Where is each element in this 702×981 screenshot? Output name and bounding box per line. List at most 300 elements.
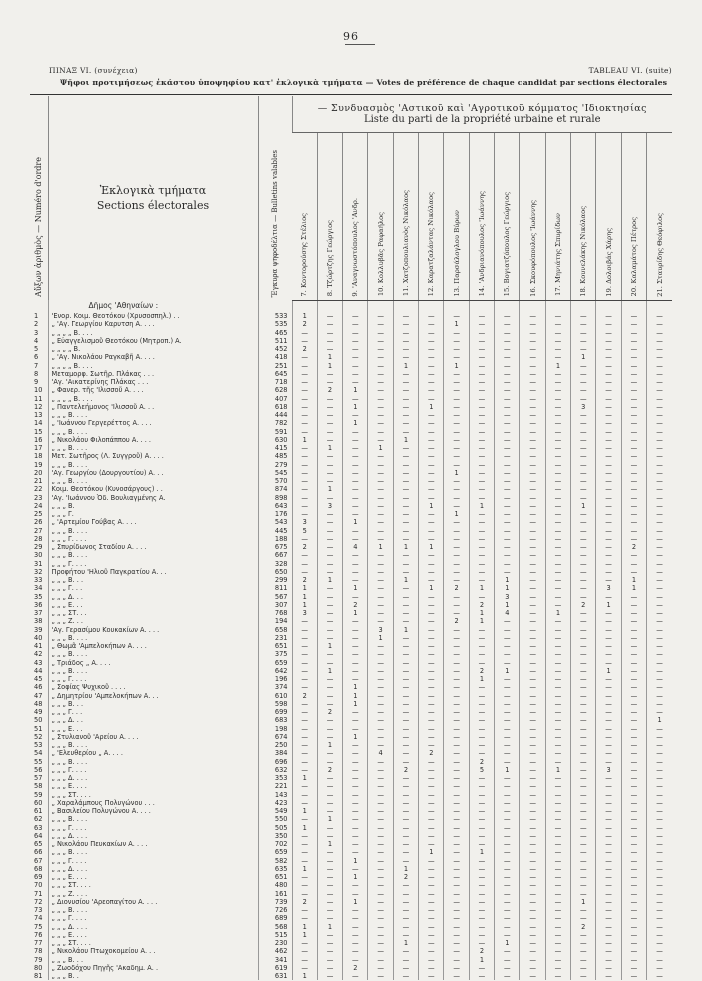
vote-cell: — (444, 494, 469, 502)
vote-cell: — (571, 857, 596, 865)
vote-cell: — (292, 881, 317, 889)
vote-cell: — (621, 634, 646, 642)
vote-cell: — (292, 716, 317, 724)
vote-cell: 1 (292, 312, 317, 320)
vote-cell: — (317, 799, 342, 807)
table-row (30, 593, 672, 601)
vote-cell: — (621, 675, 646, 683)
vote-cell: — (571, 939, 596, 947)
vote-cell: — (292, 419, 317, 427)
vote-cell: — (495, 741, 520, 749)
empty-cell (368, 300, 393, 312)
vote-cell: — (393, 667, 418, 675)
vote-cell: — (621, 626, 646, 634)
vote-cell: — (621, 700, 646, 708)
vote-cell: — (520, 543, 545, 551)
valid-ballots: 505 (258, 824, 292, 832)
vote-cell: — (520, 749, 545, 757)
table-row (30, 403, 672, 411)
vote-cell: — (545, 774, 570, 782)
vote-cell: — (621, 477, 646, 485)
table-subtitle: Ψῆφοι προτιμήσεως ἑκάστου ὑποψηφίου κατ' ἐκλογικὰ τμήματα — Votes de préférence de chaque candidat par sections électorales (60, 78, 668, 87)
vote-cell: — (647, 634, 672, 642)
vote-cell: — (647, 865, 672, 873)
vote-cell: — (343, 568, 368, 576)
vote-cell: — (571, 832, 596, 840)
vote-cell: 1 (419, 584, 444, 592)
vote-cell: — (571, 395, 596, 403)
vote-cell: 1 (292, 774, 317, 782)
vote-cell: — (647, 502, 672, 510)
vote-cell: — (621, 353, 646, 361)
vote-cell: 1 (469, 617, 494, 625)
vote-cell: — (647, 370, 672, 378)
vote-cell: — (393, 832, 418, 840)
vote-cell: 2 (621, 543, 646, 551)
vote-cell: — (571, 345, 596, 353)
vote-cell: — (292, 799, 317, 807)
vote-cell: — (571, 320, 596, 328)
vote-cell: — (419, 708, 444, 716)
row-number: 71 (34, 889, 43, 898)
vote-cell: — (495, 774, 520, 782)
row-number: 17 (34, 444, 43, 452)
vote-cell: — (571, 782, 596, 790)
vote-cell: — (520, 477, 545, 485)
vote-cell: — (317, 881, 342, 889)
vote-cell: — (596, 395, 621, 403)
vote-cell: — (317, 345, 342, 353)
valid-ballots: 628 (258, 386, 292, 394)
vote-cell: — (469, 824, 494, 832)
vote-cell: — (621, 378, 646, 386)
vote-cell: — (419, 923, 444, 931)
sections-header-french: Sections électorales (96, 199, 210, 212)
vote-cell: — (419, 807, 444, 815)
vote-cell: — (368, 898, 393, 906)
vote-cell: 1 (292, 584, 317, 592)
vote-cell: — (495, 551, 520, 559)
vote-cell: 1 (343, 386, 368, 394)
vote-cell: — (621, 436, 646, 444)
vote-cell: — (419, 692, 444, 700)
vote-cell: — (520, 725, 545, 733)
vote-cell: — (444, 758, 469, 766)
vote-cell: — (419, 436, 444, 444)
vote-cell: — (444, 791, 469, 799)
vote-cell: — (596, 683, 621, 691)
section-name: „ „ „ Γ. . . . (48, 675, 258, 683)
vote-cell: 1 (596, 601, 621, 609)
vote-cell: — (317, 774, 342, 782)
vote-cell: — (469, 865, 494, 873)
vote-cell: — (647, 345, 672, 353)
vote-cell: — (368, 436, 393, 444)
vote-cell: — (368, 725, 393, 733)
vote-cell: — (621, 659, 646, 667)
vote-cell: — (495, 725, 520, 733)
table-row (30, 329, 672, 337)
vote-cell: — (495, 312, 520, 320)
vote-cell: — (596, 535, 621, 543)
vote-cell: — (571, 931, 596, 939)
vote-cell: — (571, 791, 596, 799)
valid-ballots: 591 (258, 428, 292, 436)
vote-cell: 1 (343, 857, 368, 865)
vote-cell: — (495, 568, 520, 576)
vote-cell: — (469, 527, 494, 535)
table-row (30, 452, 672, 460)
vote-cell: — (495, 791, 520, 799)
vote-cell: — (545, 725, 570, 733)
section-name: „ „ „ Β. . . . (48, 461, 258, 469)
table-row (30, 485, 672, 493)
valid-ballots: 811 (258, 584, 292, 592)
table-row (30, 758, 672, 766)
valid-ballots: 545 (258, 469, 292, 477)
vote-cell: — (545, 551, 570, 559)
vote-cell: 1 (393, 436, 418, 444)
vote-cell: — (368, 733, 393, 741)
valid-ballots: 485 (258, 452, 292, 460)
section-name: „ „ „ Γ. (48, 510, 258, 518)
vote-cell: — (343, 667, 368, 675)
valid-ballots: 702 (258, 840, 292, 848)
section-name: „ „ „ Γ. . . (48, 708, 258, 716)
vote-cell: — (292, 634, 317, 642)
vote-cell: — (545, 502, 570, 510)
vote-cell: — (469, 386, 494, 394)
vote-cell: — (596, 609, 621, 617)
vote-cell: — (317, 749, 342, 757)
vote-cell: — (621, 329, 646, 337)
vote-cell: — (343, 766, 368, 774)
vote-cell: — (444, 832, 469, 840)
vote-cell: — (317, 518, 342, 526)
vote-cell: — (520, 444, 545, 452)
section-name: „ „ „ Β. . . . (48, 444, 258, 452)
vote-cell: — (393, 353, 418, 361)
candidate-header: 10. Κολλυβᾶς Ραφαήλος (368, 132, 393, 300)
vote-cell: — (520, 601, 545, 609)
vote-cell: — (317, 560, 342, 568)
vote-cell: — (292, 667, 317, 675)
vote-cell: — (647, 700, 672, 708)
vote-cell: — (419, 601, 444, 609)
vote-cell: — (545, 329, 570, 337)
vote-cell: — (495, 411, 520, 419)
vote-cell: — (469, 725, 494, 733)
vote-cell: — (368, 485, 393, 493)
vote-cell: — (495, 378, 520, 386)
vote-cell: — (444, 923, 469, 931)
vote-cell: — (444, 444, 469, 452)
vote-cell: — (520, 923, 545, 931)
vote-cell: — (419, 799, 444, 807)
vote-cell: — (647, 857, 672, 865)
vote-cell: — (621, 692, 646, 700)
vote-cell: — (647, 551, 672, 559)
vote-cell: — (545, 634, 570, 642)
vote-cell: — (596, 593, 621, 601)
party-header (292, 96, 672, 132)
vote-cell: — (469, 972, 494, 980)
vote-cell: — (419, 312, 444, 320)
vote-cell: — (545, 815, 570, 823)
vote-cell: — (444, 477, 469, 485)
valid-ballots: 643 (258, 502, 292, 510)
vote-cell: — (292, 947, 317, 955)
valid-ballots: 418 (258, 353, 292, 361)
row-number: 18 (34, 452, 43, 461)
row-number: 12 (34, 402, 43, 411)
vote-cell: — (545, 890, 570, 898)
row-number: 20 (34, 468, 43, 477)
vote-cell: — (520, 428, 545, 436)
vote-cell: — (596, 956, 621, 964)
valid-ballots: 683 (258, 716, 292, 724)
vote-cell: 1 (368, 444, 393, 452)
vote-cell: — (647, 353, 672, 361)
candidate-header: 21. Σταυρίδης Θεόφιλος (647, 132, 672, 300)
vote-cell: — (419, 898, 444, 906)
table-row (30, 543, 672, 551)
vote-cell: — (621, 461, 646, 469)
vote-cell: — (596, 551, 621, 559)
vote-cell: — (596, 485, 621, 493)
vote-cell: — (444, 766, 469, 774)
row-number: 36 (34, 600, 43, 609)
vote-cell: — (647, 378, 672, 386)
vote-cell: — (419, 972, 444, 980)
vote-cell: — (292, 403, 317, 411)
vote-cell: — (495, 386, 520, 394)
vote-cell: 1 (571, 898, 596, 906)
table-row (30, 395, 672, 403)
vote-cell: — (545, 576, 570, 584)
vote-cell: — (317, 824, 342, 832)
vote-cell: — (419, 931, 444, 939)
vote-cell: — (621, 857, 646, 865)
vote-cell: — (393, 337, 418, 345)
vote-cell: — (545, 337, 570, 345)
vote-cell: — (596, 741, 621, 749)
vote-cell: — (444, 329, 469, 337)
vote-cell: — (545, 601, 570, 609)
vote-cell: — (343, 799, 368, 807)
vote-cell: — (368, 386, 393, 394)
vote-cell: — (343, 824, 368, 832)
vote-cell: — (621, 535, 646, 543)
vote-cell: — (393, 477, 418, 485)
vote-cell: — (621, 906, 646, 914)
vote-cell: — (393, 617, 418, 625)
vote-cell: — (343, 551, 368, 559)
vote-cell: — (368, 807, 393, 815)
vote-cell: — (495, 502, 520, 510)
vote-cell: — (545, 923, 570, 931)
vote-cell: — (292, 535, 317, 543)
vote-cell: — (545, 881, 570, 889)
candidate-header: 17. Μηνιάτης Σπυρίδων (545, 132, 570, 300)
vote-cell: — (343, 840, 368, 848)
vote-cell: — (647, 923, 672, 931)
row-number: 16 (34, 435, 43, 444)
vote-cell: — (469, 568, 494, 576)
vote-cell: — (571, 535, 596, 543)
vote-cell: — (520, 716, 545, 724)
vote-cell: — (444, 411, 469, 419)
vote-cell: — (444, 667, 469, 675)
vote-cell: — (495, 436, 520, 444)
vote-cell: — (596, 650, 621, 658)
vote-cell: — (647, 692, 672, 700)
row-number: 31 (34, 559, 43, 568)
vote-cell: — (545, 733, 570, 741)
vote-cell: — (596, 692, 621, 700)
vote-cell: — (545, 444, 570, 452)
valid-ballots: 452 (258, 345, 292, 353)
section-name: „ Δημητρίου 'Αμπελοκήπων Α. . . (48, 692, 258, 700)
section-name: „ „ „ Β. . . . (48, 758, 258, 766)
section-name: „ „ „ ΣΤ. . . . (48, 939, 258, 947)
vote-cell: — (621, 337, 646, 345)
vote-cell: — (621, 947, 646, 955)
row-number: 9 (34, 378, 39, 386)
vote-cell: — (292, 758, 317, 766)
table-row (30, 551, 672, 559)
vote-cell: — (495, 749, 520, 757)
vote-cell: — (317, 626, 342, 634)
vote-cell: — (495, 477, 520, 485)
vote-cell: — (419, 725, 444, 733)
vote-cell: — (520, 461, 545, 469)
row-number: 62 (34, 815, 43, 824)
valid-ballots: 328 (258, 560, 292, 568)
vote-cell: — (393, 659, 418, 667)
vote-cell: — (647, 766, 672, 774)
vote-cell: — (520, 766, 545, 774)
vote-cell: — (545, 560, 570, 568)
vote-cell: — (647, 510, 672, 518)
vote-cell: — (469, 659, 494, 667)
vote-cell: — (317, 337, 342, 345)
vote-cell: — (469, 873, 494, 881)
vote-cell: — (317, 683, 342, 691)
vote-cell: — (343, 370, 368, 378)
vote-cell: — (368, 840, 393, 848)
vote-cell: — (647, 444, 672, 452)
vote-cell: — (419, 485, 444, 493)
row-number: 72 (34, 897, 43, 906)
vote-cell: — (393, 419, 418, 427)
vote-cell: — (621, 716, 646, 724)
vote-cell: 2 (419, 749, 444, 757)
vote-cell: — (368, 535, 393, 543)
vote-cell: — (317, 461, 342, 469)
vote-cell: 1 (343, 873, 368, 881)
vote-cell: — (317, 419, 342, 427)
vote-cell: — (393, 857, 418, 865)
vote-cell: — (469, 733, 494, 741)
section-name: „ „ „ Β. . . . (48, 650, 258, 658)
vote-cell: — (317, 914, 342, 922)
vote-cell: — (317, 873, 342, 881)
valid-ballots: 279 (258, 461, 292, 469)
vote-cell: — (368, 378, 393, 386)
vote-cell: — (545, 428, 570, 436)
vote-cell: — (444, 675, 469, 683)
table-row (30, 634, 672, 642)
vote-cell: — (647, 881, 672, 889)
vote-cell: — (292, 329, 317, 337)
vote-cell: 1 (317, 353, 342, 361)
vote-cell: — (317, 964, 342, 972)
vote-cell: — (444, 782, 469, 790)
table-row (30, 914, 672, 922)
vote-cell: — (317, 510, 342, 518)
vote-cell: — (571, 774, 596, 782)
section-name: „ Παντελεήμονος 'Ιλισσοῦ Α. . . (48, 403, 258, 411)
candidate-header: 14. 'Ανδριανόπουλος 'Ιωάννης (469, 132, 494, 300)
vote-cell: — (520, 650, 545, 658)
vote-cell: — (647, 848, 672, 856)
table-row (30, 791, 672, 799)
section-name: „ Στυλιανοῦ 'Αρείου Α. . . . (48, 733, 258, 741)
vote-cell: — (596, 642, 621, 650)
vote-cell: — (596, 510, 621, 518)
vote-cell: — (596, 675, 621, 683)
vote-cell: — (444, 312, 469, 320)
vote-cell: — (343, 815, 368, 823)
vote-cell: — (368, 758, 393, 766)
vote-cell: 1 (495, 584, 520, 592)
section-name: „ „ „ ΣΤ. . . (48, 609, 258, 617)
vote-cell: — (571, 873, 596, 881)
vote-cell: — (571, 807, 596, 815)
vote-cell: — (368, 461, 393, 469)
vote-cell: — (647, 609, 672, 617)
vote-cell: — (292, 510, 317, 518)
vote-cell: — (419, 642, 444, 650)
table-row (30, 436, 672, 444)
vote-cell: — (545, 527, 570, 535)
vote-cell: — (343, 535, 368, 543)
vote-cell: — (469, 551, 494, 559)
vote-cell: 3 (368, 626, 393, 634)
vote-cell: — (419, 782, 444, 790)
vote-cell: — (368, 593, 393, 601)
vote-cell: — (343, 428, 368, 436)
vote-cell: 1 (343, 518, 368, 526)
vote-cell: — (520, 692, 545, 700)
vote-cell: — (647, 386, 672, 394)
vote-cell: — (317, 782, 342, 790)
vote-cell: — (292, 741, 317, 749)
vote-cell: 1 (444, 510, 469, 518)
vote-cell: — (596, 857, 621, 865)
vote-cell: — (393, 898, 418, 906)
vote-cell: — (495, 865, 520, 873)
vote-cell: — (571, 659, 596, 667)
vote-cell: — (621, 320, 646, 328)
valid-ballots: 699 (258, 708, 292, 716)
vote-cell: — (292, 395, 317, 403)
vote-cell: 1 (317, 667, 342, 675)
vote-cell: — (419, 758, 444, 766)
row-number: 27 (34, 526, 43, 535)
vote-cell: — (444, 692, 469, 700)
